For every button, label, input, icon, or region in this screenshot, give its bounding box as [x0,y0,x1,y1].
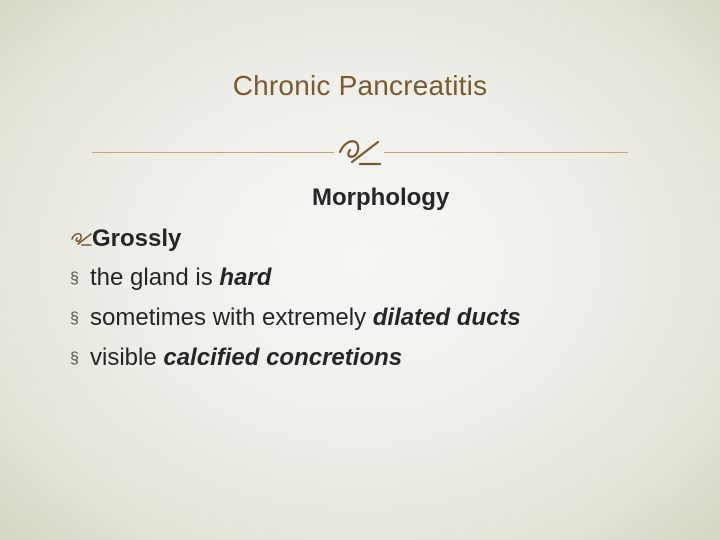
swirl-bullet-icon [70,230,92,248]
swirl-ornament-icon [336,134,382,170]
bullet-marker: § [70,350,79,367]
slide-title: Chronic Pancreatitis [232,70,488,101]
bullet-emphasis-text: hard [219,264,272,291]
bullet-text [90,304,521,332]
list-item [70,344,521,384]
bullet-list [70,264,521,384]
bullet-emphasis-text: calcified concretions [163,344,403,371]
bullet-text [90,344,402,372]
bullet-plain-text: the gland is [90,264,220,291]
bullet-marker: § [70,270,79,287]
bullet-plain-text: sometimes with extremely [90,304,373,331]
bullet-text [90,264,271,292]
section-heading-label: Grossly [92,225,182,252]
section-heading [70,225,181,253]
list-item [70,264,521,304]
divider-line-right [384,152,628,153]
bullet-marker: § [70,310,79,327]
divider-line-left [92,152,334,153]
list-item [70,304,521,344]
subheading: Morphology [312,184,450,211]
bullet-plain-text: visible [90,344,164,371]
bullet-emphasis-text: dilated ducts [372,304,521,331]
